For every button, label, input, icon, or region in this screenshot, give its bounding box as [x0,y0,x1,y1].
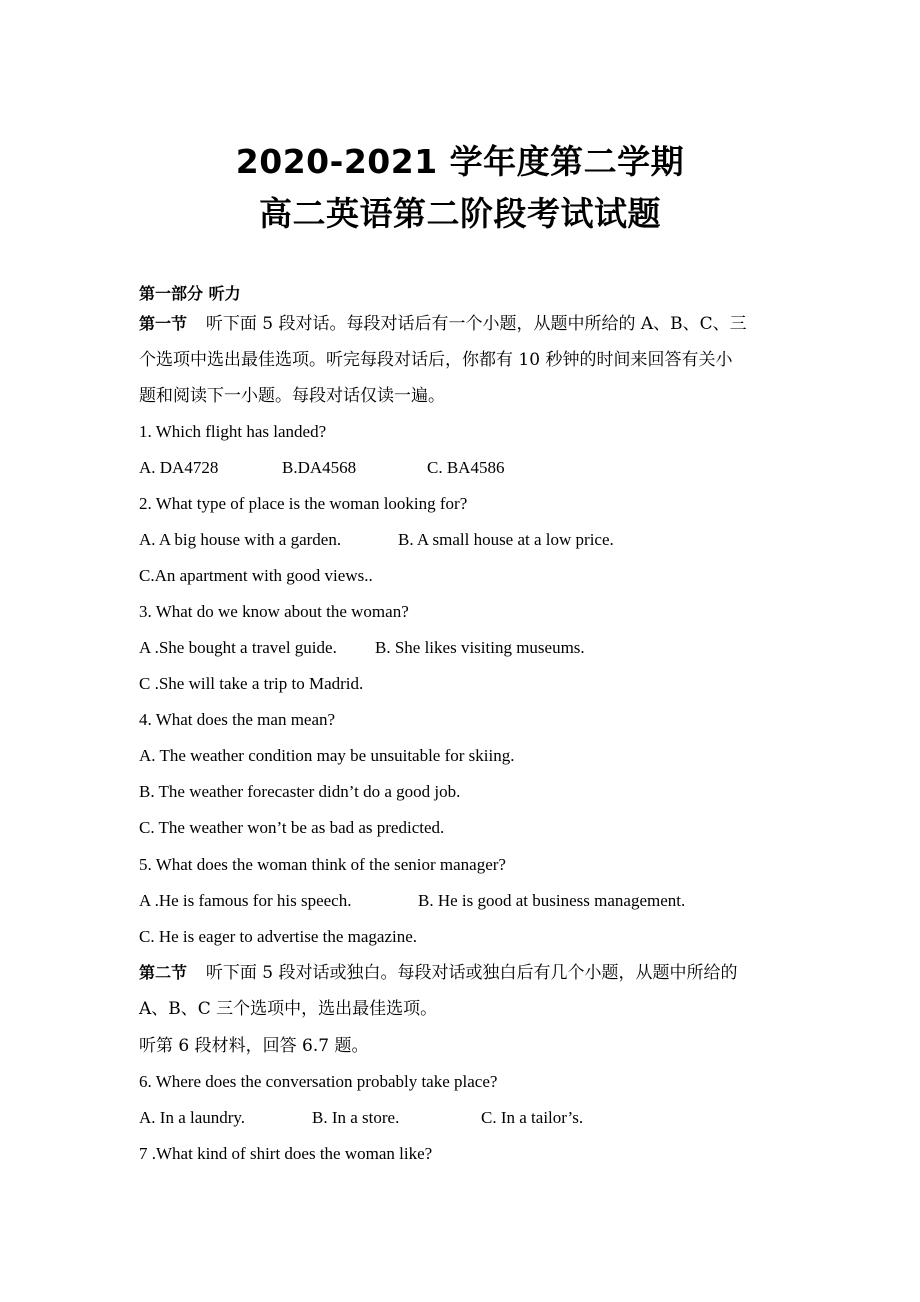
q4-option-c: C. The weather won’t be as bad as predicted. [139,818,445,837]
section1-label: 第一节 [139,314,188,333]
q1-option-b: B.DA4568 [282,458,357,477]
question-6: 6. Where does the conversation probably take place? [139,1072,498,1091]
q1-option-c: C. BA4586 [427,458,505,477]
q5-option-a: A .He is famous for his speech. [139,891,352,910]
q2-option-a: A. A big house with a garden. [139,530,342,549]
q3-option-b: B. She likes visiting museums. [375,638,585,657]
question-7: 7 .What kind of shirt does the woman like? [139,1144,433,1163]
q3-option-a: A .She bought a travel guide. [139,638,337,657]
q2-option-c: C.An apartment with good views.. [139,566,373,585]
q2-option-b: B. A small house at a low price. [398,530,614,549]
section2-sub-instruction: 听第 6 段材料，回答 6.7 题。 [139,1036,369,1056]
section2-instruction-line2: A、B、C 三个选项中，选出最佳选项。 [139,999,438,1019]
q1-option-a: A. DA4728 [139,458,219,477]
part1-heading: 第一部分 听力 [139,284,241,303]
question-1: 1. Which flight has landed? [139,422,327,441]
exam-title-line2: 高二英语第二阶段考试试题 [259,194,661,233]
q4-option-b: B. The weather forecaster didn’t do a good job. [139,782,461,801]
q4-option-a: A. The weather condition may be unsuitable for skiing. [139,746,515,765]
question-3: 3. What do we know about the woman? [139,602,409,621]
section1-instruction-text1: 听下面 5 段对话。每段对话后有一个小题，从题中所给的 A、B、C、三 [205,314,747,334]
q5-option-c: C. He is eager to advertise the magazine. [139,927,418,946]
question-5: 5. What does the woman think of the senior manager? [139,855,506,874]
question-2: 2. What type of place is the woman looking for? [139,494,468,513]
section2-label: 第二节 [139,963,188,982]
q5-option-b: B. He is good at business management. [418,891,686,910]
q3-option-c: C .She will take a trip to Madrid. [139,674,364,693]
section2-instruction-text1: 听下面 5 段对话或独白。每段对话或独白后有几个小题，从题中所给的 [205,963,738,983]
section1-instruction-line1 [139,313,747,335]
exam-title-line1: 2020-2021 学年度第二学期 [235,142,685,181]
q6-option-b: B. In a store. [312,1108,400,1127]
question-4: 4. What does the man mean? [139,710,336,729]
section2-instruction-line1 [139,962,737,984]
q6-option-a: A. In a laundry. [139,1108,246,1127]
section1-instruction-line3: 题和阅读下一小题。每段对话仅读一遍。 [139,386,445,406]
q6-option-c: C. In a tailor’s. [481,1108,584,1127]
section1-instruction-line2: 个选项中选出最佳选项。听完每段对话后，你都有 10 秒钟的时间来回答有关小 [139,350,733,370]
